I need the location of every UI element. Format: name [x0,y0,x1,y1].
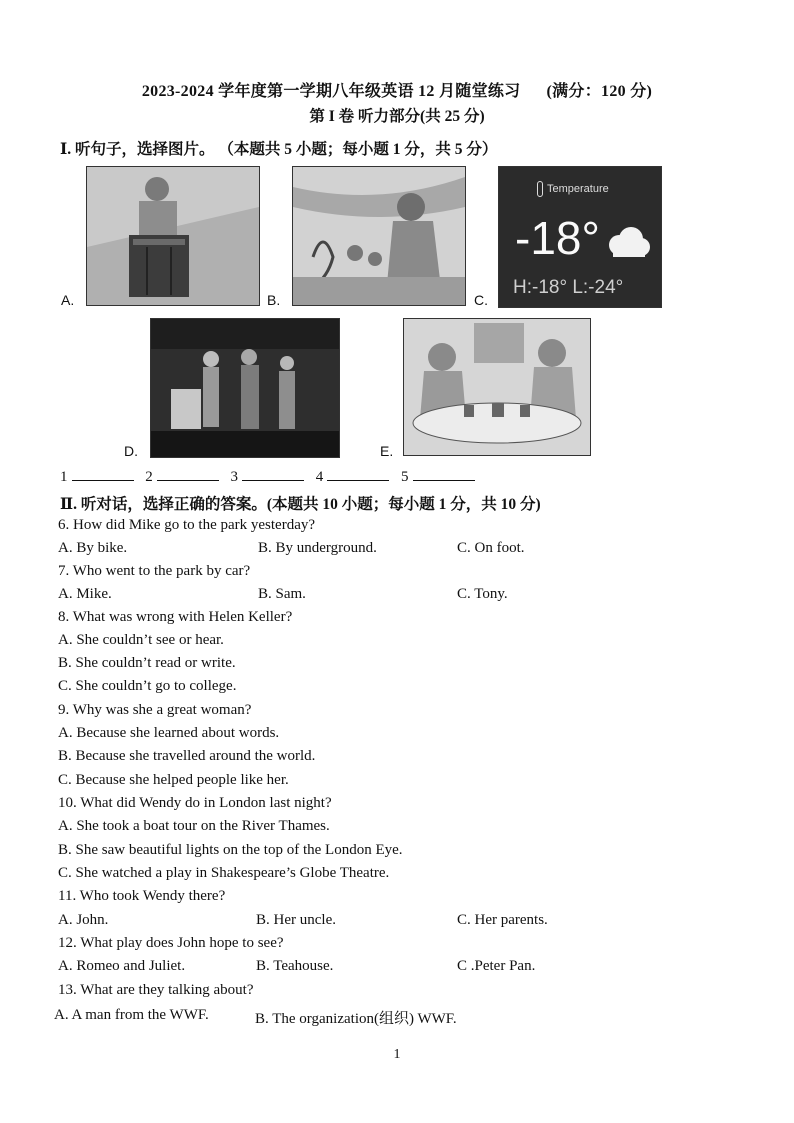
tea-house-illustration-icon [404,319,590,455]
weather-label: Temperature [547,183,609,195]
blank-3-number: 3 [230,469,238,485]
page-number: 1 [393,1047,401,1062]
q12-option-c[interactable]: C .Peter Pan. [457,958,536,974]
q8-option-a[interactable]: A. She couldn’t see or hear. [58,632,224,648]
cloud-icon [603,225,651,259]
blank-4-number: 4 [315,469,324,485]
picture-e-label: E. [380,443,394,459]
stage-play-photo-icon [151,319,339,457]
q13-option-b[interactable]: B. The organization(组织) WWF. [255,1011,457,1027]
full-score: (满分：120 分) [546,83,653,100]
part-subtitle: 第 I 卷 听力部分(共 25 分) [309,108,485,125]
picture-c-label: C. [474,292,488,308]
section-1-heading: Ⅰ. 听句子，选择图片。 （本题共 5 小题；每小题 1 分，共 5 分） [60,141,498,158]
answer-blank-5[interactable] [413,468,475,481]
q9-option-a[interactable]: A. Because she learned about words. [58,725,280,741]
question-13: 13. What are they talking about? [58,982,254,998]
q12-option-a[interactable]: A. Romeo and Juliet. [58,958,186,974]
picture-a-label: A. [61,292,75,308]
q12-option-b[interactable]: B. Teahouse. [256,958,334,974]
weather-high-low: H:-18° L:-24° [513,277,624,298]
picture-c-weather [498,166,662,308]
section-2-heading: Ⅱ. 听对话，选择正确的答案。(本题共 10 小题；每小题 1 分，共 10 分) [60,496,541,513]
q7-option-b[interactable]: B. Sam. [258,586,306,602]
q10-option-b[interactable]: B. She saw beautiful lights on the top of the London Eye. [58,842,403,858]
picture-a [86,166,260,306]
picture-b-label: B. [267,292,281,308]
answer-blank-3[interactable] [242,468,304,481]
answer-blank-1[interactable] [72,468,134,481]
q11-option-c[interactable]: C. Her parents. [457,912,548,928]
q11-option-b[interactable]: B. Her uncle. [256,912,336,928]
q13-option-a[interactable]: A. A man from the WWF. [54,1007,209,1023]
picture-e [403,318,591,456]
q6-option-b[interactable]: B. By underground. [258,540,377,556]
q11-option-a[interactable]: A. John. [58,912,109,928]
picture-b [292,166,466,306]
weather-temperature: -18° [515,212,600,264]
q9-option-b[interactable]: B. Because she travelled around the world. [58,748,316,764]
exam-title [0,78,794,101]
question-8: 8. What was wrong with Helen Keller? [58,609,293,625]
q10-option-c[interactable]: C. She watched a play in Shakespeare’s Globe Theatre. [58,865,390,881]
question-12: 12. What play does John hope to see? [58,935,284,951]
q8-option-b[interactable]: B. She couldn’t read or write. [58,655,236,671]
question-7: 7. Who went to the park by car? [58,563,251,579]
blank-2-number: 2 [145,469,153,485]
answer-blank-4[interactable] [327,468,389,481]
answer-blanks [60,468,483,486]
picture-d-label: D. [124,443,138,459]
question-11: 11. Who took Wendy there? [58,888,226,904]
q7-option-c[interactable]: C. Tony. [457,586,508,602]
blank-1-number: 1 [60,469,68,485]
q7-option-a[interactable]: A. Mike. [58,586,112,602]
question-10: 10. What did Wendy do in London last night? [58,795,332,811]
exam-title-text: 2023-2024 学年度第一学期八年级英语 12 月随堂练习 [141,83,521,100]
q6-option-a[interactable]: A. By bike. [58,540,128,556]
q8-option-c[interactable]: C. She couldn’t go to college. [58,678,237,694]
question-6: 6. How did Mike go to the park yesterday? [58,517,316,533]
thermometer-icon [537,181,543,197]
blank-5-number: 5 [401,469,409,485]
q9-option-c[interactable]: C. Because she helped people like her. [58,772,289,788]
q6-option-c[interactable]: C. On foot. [457,540,525,556]
question-9: 9. Why was she a great woman? [58,702,252,718]
q10-option-a[interactable]: A. She took a boat tour on the River Thames. [58,818,330,834]
picture-d [150,318,340,458]
boy-with-box-illustration-icon [87,167,259,305]
people-at-show-illustration-icon [293,167,465,305]
answer-blank-2[interactable] [157,468,219,481]
